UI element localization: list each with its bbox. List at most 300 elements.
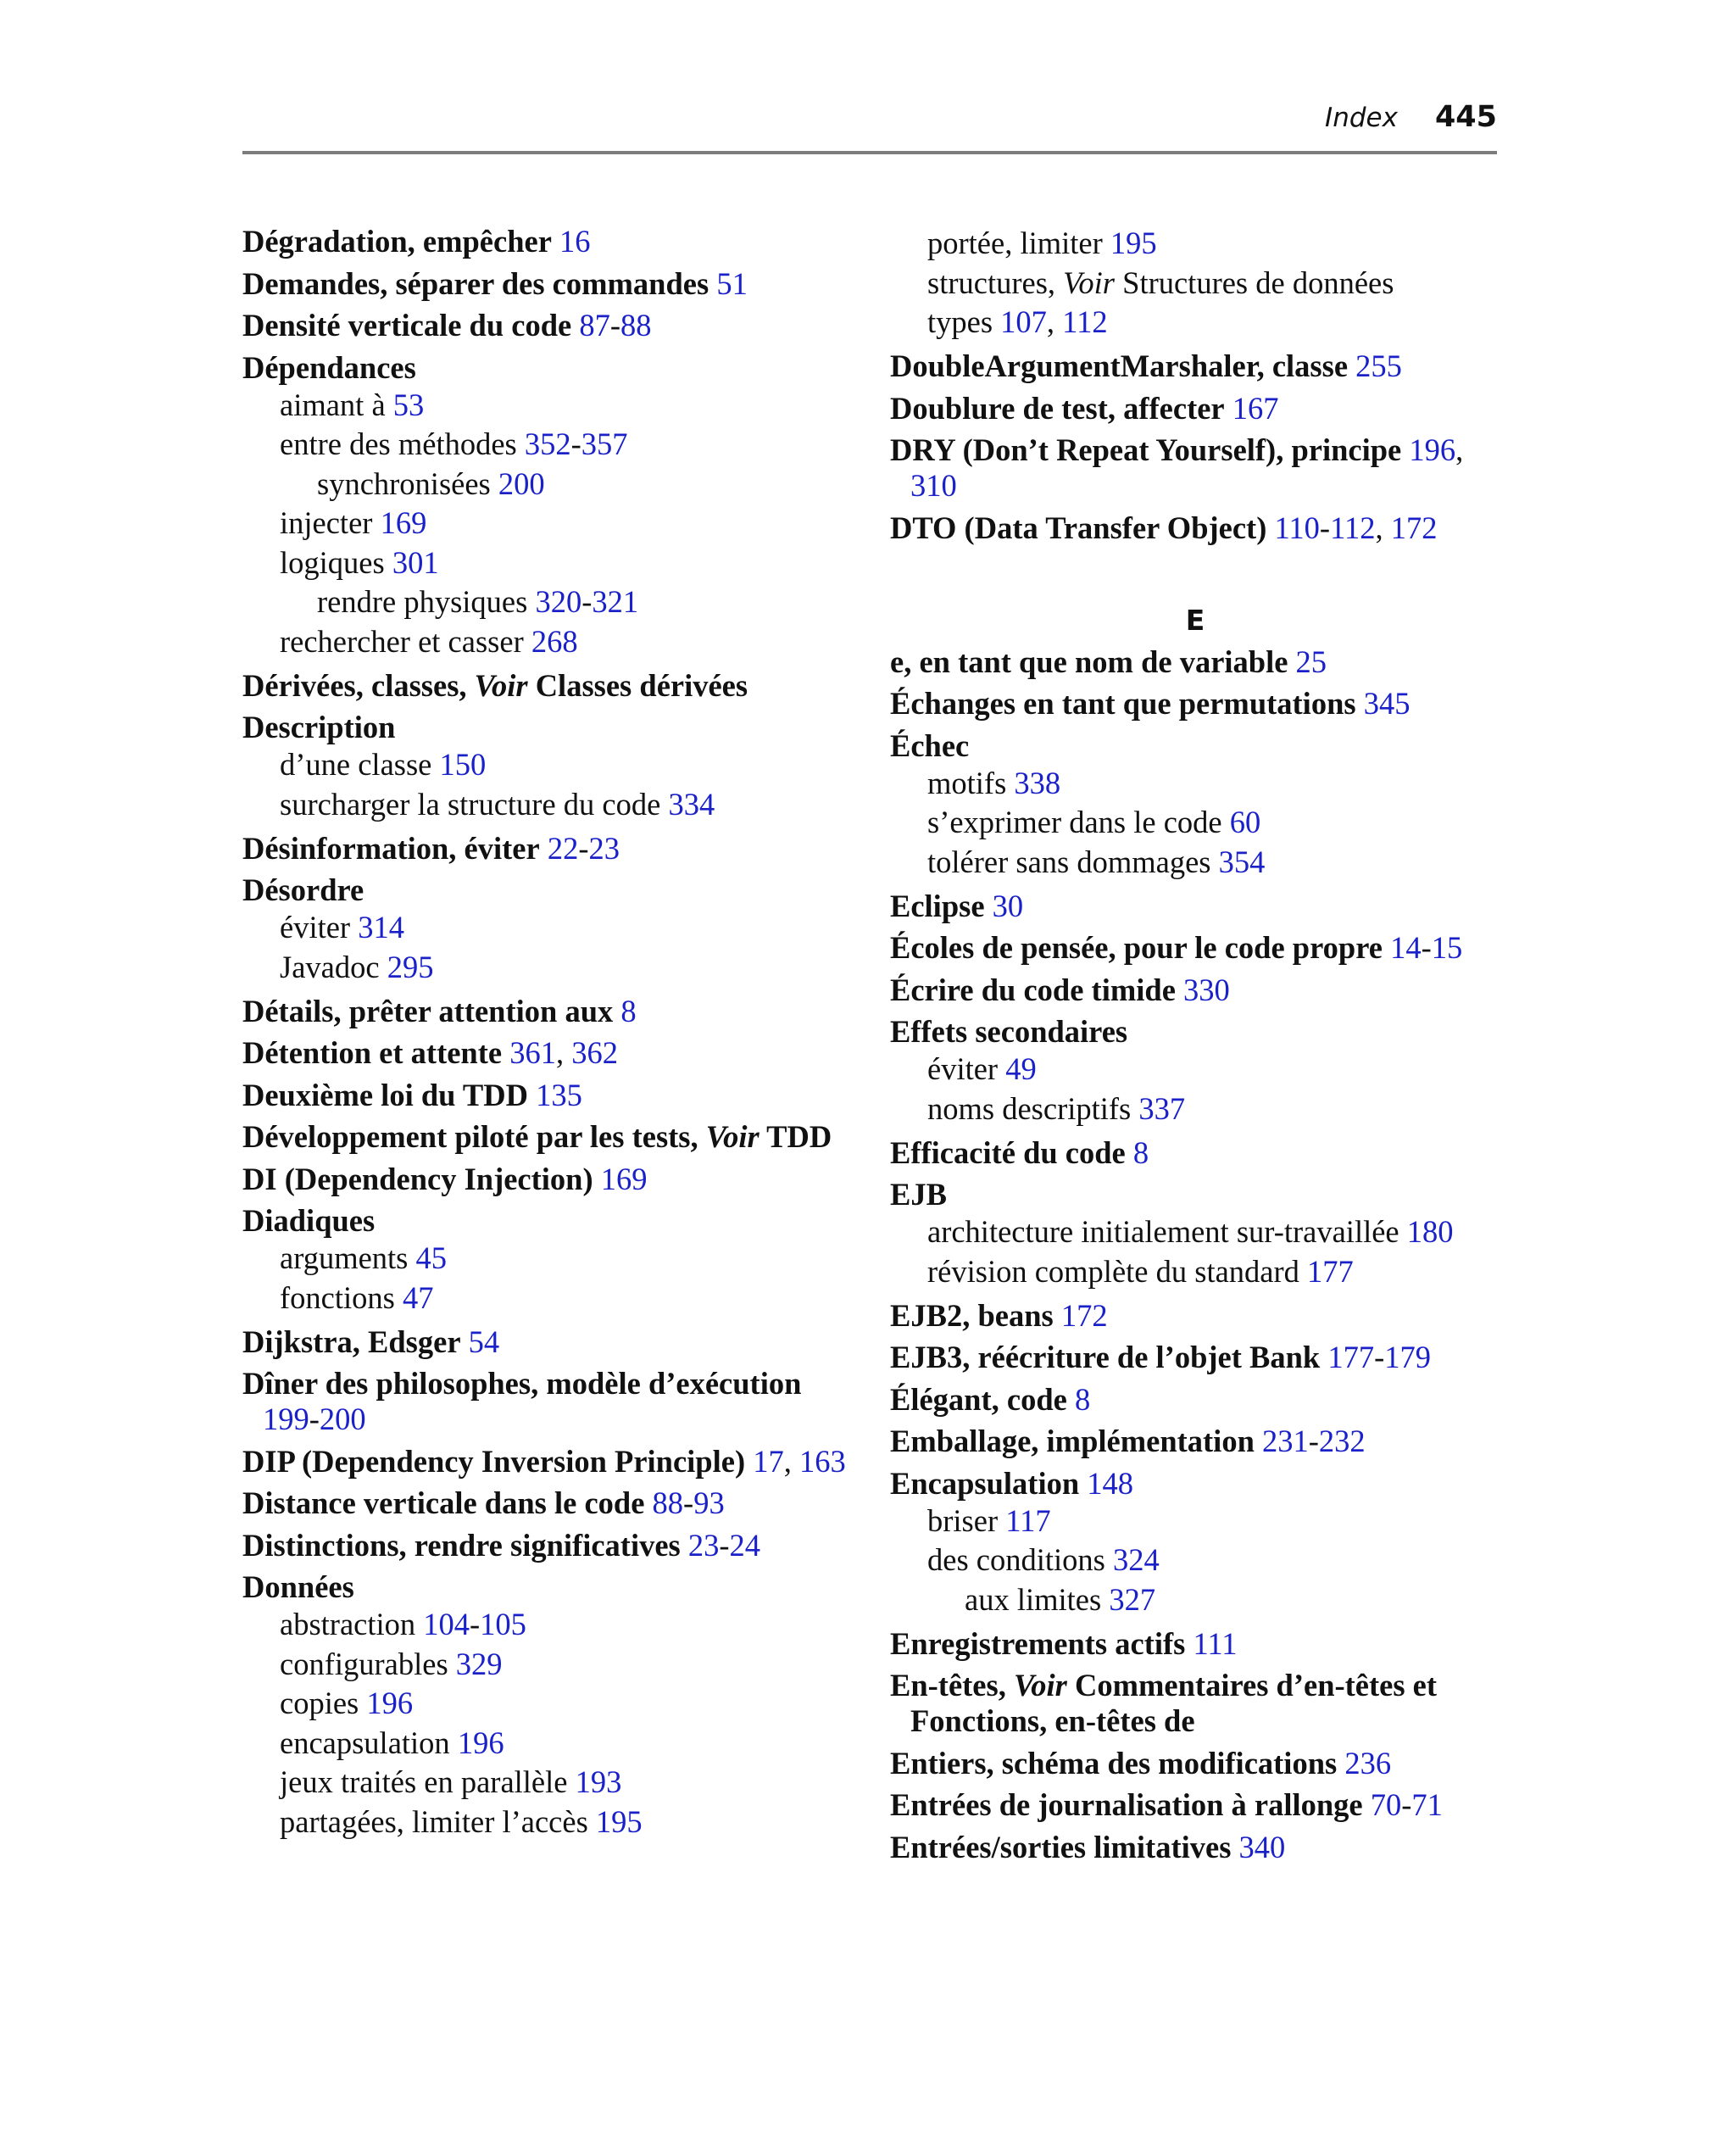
entry-term: Diadiques: [242, 1203, 376, 1238]
entry-term: Dépendances: [242, 349, 416, 385]
entry-term: Dégradation, empêcher: [242, 224, 552, 259]
index-entry: [242, 350, 853, 386]
page-link[interactable]: 148: [1087, 1465, 1134, 1501]
page-link[interactable]: 24: [729, 1527, 761, 1563]
page-refs: [1211, 844, 1266, 879]
page-refs: [1126, 1135, 1149, 1170]
page-refs: [524, 624, 578, 659]
page-separator: -: [1421, 930, 1432, 965]
page-link[interactable]: 135: [536, 1077, 582, 1112]
page-refs: [1067, 1382, 1090, 1417]
page-link[interactable]: 53: [392, 387, 425, 422]
page-refs: [386, 387, 425, 422]
page-link[interactable]: 112: [1062, 304, 1108, 339]
page-refs: [517, 426, 628, 461]
page-refs: [644, 1485, 724, 1520]
page-refs: [1054, 1298, 1108, 1333]
entry-term: Élégant, code: [890, 1381, 1067, 1417]
page-refs: [1348, 348, 1402, 383]
see-reference: Voir: [1063, 265, 1116, 300]
entry-term: rendre physiques: [317, 584, 528, 619]
page-link[interactable]: 200: [319, 1402, 366, 1436]
page-separator: ,: [555, 1035, 572, 1070]
entry-term: rechercher et casser: [280, 623, 524, 659]
page-link[interactable]: 51: [716, 265, 748, 301]
page-refs: [1225, 391, 1279, 426]
index-subentry: [242, 1684, 853, 1724]
index-subentry: [242, 504, 853, 543]
index-column-right: [890, 224, 1500, 1865]
index-subentry: [242, 1645, 853, 1685]
entry-term: Dérivées, classes,: [242, 667, 467, 703]
page-link[interactable]: 150: [439, 747, 487, 782]
index-subentry: [242, 1279, 853, 1318]
page-refs: [385, 545, 439, 580]
entry-term: Échec: [890, 727, 970, 763]
index-entry: [890, 728, 1500, 764]
index-entry: [890, 348, 1500, 384]
see-reference: Voir: [705, 1119, 760, 1154]
index-subentry: [242, 465, 853, 504]
entry-term: abstraction: [280, 1607, 416, 1641]
entry-term: DRY (Don’t Repeat Yourself), principe: [890, 432, 1402, 467]
entry-term: Description: [242, 710, 396, 744]
index-subentry: [890, 303, 1500, 343]
index-entry: [890, 972, 1500, 1008]
index-entry: [890, 1340, 1500, 1375]
page-refs: [1101, 1582, 1155, 1617]
page-refs: [540, 831, 620, 866]
index-subentry: [890, 1090, 1500, 1129]
page-refs: [1131, 1091, 1185, 1126]
entry-term: Développement piloté par les tests,: [242, 1119, 698, 1154]
entry-term: configurables: [280, 1646, 448, 1681]
page-link[interactable]: 8: [1132, 1134, 1149, 1170]
index-entry: [890, 510, 1500, 546]
entry-term: injecter: [280, 505, 373, 540]
page-link[interactable]: 255: [1355, 348, 1402, 383]
page-refs: [1399, 1214, 1454, 1249]
page-link[interactable]: 352: [524, 426, 571, 461]
index-entry: [242, 224, 853, 259]
page-link[interactable]: 169: [600, 1161, 648, 1196]
page-refs: [350, 910, 404, 945]
index-subentry: [890, 1541, 1500, 1580]
page-link[interactable]: 196: [457, 1725, 504, 1760]
entry-term: EJB2, beans: [890, 1297, 1054, 1333]
entry-term: surcharger la structure du code: [280, 786, 661, 822]
page-refs: [263, 1402, 366, 1436]
entry-term: Échanges en tant que permutations: [890, 686, 1356, 721]
page-refs: [450, 1725, 504, 1760]
entry-term: révision complète du standard: [927, 1253, 1299, 1289]
entry-term: EJB: [890, 1177, 947, 1212]
page-link[interactable]: 337: [1138, 1090, 1186, 1126]
page-link[interactable]: 329: [455, 1646, 503, 1681]
entry-term: logiques: [280, 544, 385, 580]
index-subentry: [242, 1724, 853, 1764]
index-entry: [890, 1382, 1500, 1418]
index-subentry: [890, 264, 1500, 304]
page-link[interactable]: 310: [910, 468, 957, 503]
index-subentry: [890, 1212, 1500, 1252]
page-link[interactable]: 45: [415, 1240, 448, 1275]
page-link[interactable]: 314: [358, 910, 404, 945]
page-link[interactable]: 163: [798, 1443, 846, 1479]
index-entry: [890, 1668, 1500, 1739]
entry-term: tolérer sans dommages: [927, 844, 1211, 879]
page-separator: ,: [1375, 510, 1391, 545]
page-link[interactable]: 231: [1262, 1424, 1309, 1458]
index-subentry: [890, 1252, 1500, 1292]
page-separator: -: [719, 1527, 730, 1563]
page-link[interactable]: 320: [535, 584, 582, 619]
index-subentry: [242, 745, 853, 785]
index-subentry: [242, 1239, 853, 1279]
page-link[interactable]: 180: [1406, 1214, 1454, 1249]
entry-term: Dijkstra, Edsger: [242, 1324, 461, 1359]
page-separator: -: [609, 308, 621, 343]
entry-term: Détention et attente: [242, 1035, 503, 1070]
entry-term: Entrées/sorties limitatives: [890, 1829, 1232, 1864]
page-refs: [1363, 1787, 1443, 1822]
page-refs: [1255, 1424, 1366, 1458]
page-link[interactable]: 345: [1363, 686, 1410, 721]
page-link[interactable]: 88: [620, 308, 652, 343]
see-reference: Voir: [474, 667, 528, 703]
page-link[interactable]: 200: [498, 465, 545, 501]
entry-term: Eclipse: [890, 888, 985, 923]
page-link[interactable]: 338: [1014, 765, 1061, 800]
see-target: Classes dérivées: [535, 667, 748, 703]
page-link[interactable]: 112: [1330, 510, 1376, 545]
page-link[interactable]: 361: [509, 1035, 556, 1070]
page-link[interactable]: 70: [1370, 1787, 1402, 1822]
page-link[interactable]: 47: [402, 1279, 434, 1315]
page-separator: -: [578, 830, 589, 866]
page-link[interactable]: 110: [1274, 510, 1320, 545]
index-subentry: [890, 803, 1500, 843]
index-subentry: [890, 1580, 1500, 1620]
page-link[interactable]: 8: [620, 993, 637, 1028]
page-separator: ,: [1046, 304, 1063, 339]
entry-term: éviter: [280, 910, 351, 945]
entry-term: aux limites: [965, 1581, 1102, 1617]
page-link[interactable]: 105: [480, 1607, 526, 1641]
entry-term: Encapsulation: [890, 1465, 1080, 1501]
page-refs: [985, 889, 1024, 923]
entry-term: noms descriptifs: [927, 1090, 1132, 1126]
page-link[interactable]: 334: [668, 786, 715, 822]
page-link[interactable]: 340: [1238, 1829, 1286, 1864]
page-link[interactable]: 60: [1229, 805, 1261, 839]
page-link[interactable]: 111: [1193, 1625, 1238, 1661]
index-entry: [242, 1569, 853, 1605]
entry-term: structures,: [927, 265, 1056, 300]
index-entry: [242, 994, 853, 1029]
page-refs: [461, 1324, 500, 1359]
page-refs: [527, 584, 638, 619]
letter-heading: E: [1185, 603, 1205, 637]
index-subentry: [242, 1803, 853, 1842]
entry-term: DI (Dependency Injection): [242, 1161, 593, 1196]
page-link[interactable]: 196: [1409, 432, 1456, 467]
index-subentry: [890, 1502, 1500, 1541]
see-target: Commentaires d’en-têtes et Fonctions, en-têtes de: [910, 1668, 1438, 1738]
page-link[interactable]: 357: [581, 426, 628, 461]
entry-term: Doublure de test, affecter: [890, 390, 1225, 426]
entry-term: Javadoc: [280, 949, 380, 984]
page-link[interactable]: 295: [387, 949, 434, 984]
index-subentry: [890, 843, 1500, 883]
entry-term: d’une classe: [280, 747, 432, 782]
page-refs: [567, 1764, 621, 1799]
page-separator: -: [1319, 510, 1331, 545]
entry-term: types: [927, 304, 993, 339]
page-link[interactable]: 15: [1431, 930, 1463, 965]
index-subentry: [890, 1050, 1500, 1090]
page-link[interactable]: 169: [380, 505, 427, 540]
page-refs: [681, 1528, 760, 1563]
page-separator: -: [1308, 1424, 1319, 1458]
page-refs: [660, 787, 715, 822]
page-refs: [993, 304, 1108, 339]
page-refs: [1176, 972, 1230, 1007]
page-link[interactable]: 195: [595, 1803, 643, 1839]
page-refs: [1231, 1830, 1285, 1864]
index-list-right-e: [890, 644, 1500, 1865]
entry-term: fonctions: [280, 1279, 395, 1315]
page-separator: ,: [1455, 432, 1464, 467]
page-link[interactable]: 54: [468, 1324, 500, 1359]
index-entry: [890, 686, 1500, 722]
index-entry: [242, 668, 853, 704]
page-refs: [1383, 930, 1462, 965]
page-link[interactable]: 330: [1183, 972, 1230, 1007]
page-separator: -: [570, 426, 581, 461]
index-subentry: [242, 908, 853, 948]
index-entry: [242, 1528, 853, 1563]
entry-term: synchronisées: [317, 465, 491, 501]
entry-term: En-têtes,: [890, 1668, 1006, 1703]
see-target: Structures de données: [1122, 265, 1394, 300]
page-separator: -: [1401, 1787, 1412, 1822]
page-link[interactable]: 104: [423, 1607, 470, 1641]
index-entry: [890, 1424, 1500, 1459]
index-entry: [242, 872, 853, 908]
index-entry: [890, 1177, 1500, 1212]
section-title: Index: [1325, 103, 1398, 133]
entry-term: DIP (Dependency Inversion Principle): [242, 1443, 746, 1479]
entry-term: Écrire du code timide: [890, 972, 1176, 1007]
page-link[interactable]: 22: [547, 830, 579, 866]
entry-term: e, en tant que nom de variable: [890, 644, 1288, 679]
page-link[interactable]: 172: [1060, 1297, 1108, 1333]
page-link[interactable]: 195: [1110, 226, 1157, 260]
page-refs: [491, 466, 545, 501]
entry-term: Écoles de pensée, pour le code propre: [890, 930, 1383, 965]
page-refs: [593, 1162, 648, 1196]
page-refs: [372, 505, 426, 540]
entry-term: Densité verticale du code: [242, 308, 572, 343]
entry-term: Désordre: [242, 872, 364, 907]
entry-term: partagées, limiter l’accès: [280, 1803, 588, 1839]
index-entry: [242, 1078, 853, 1113]
page-link[interactable]: 321: [592, 584, 639, 619]
index-entry: [890, 1746, 1500, 1781]
page-link[interactable]: 107: [1000, 304, 1047, 339]
index-column-left: [242, 224, 853, 1842]
index-entry: [890, 1830, 1500, 1865]
page-refs: [502, 1035, 618, 1070]
page-refs: [359, 1686, 413, 1720]
index-entry: [242, 1366, 853, 1437]
page-link[interactable]: 30: [992, 888, 1024, 923]
page-refs: [431, 747, 486, 782]
entry-term: Emballage, implémentation: [890, 1424, 1255, 1458]
page-refs: [1266, 510, 1437, 545]
entry-term: Distinctions, rendre significatives: [242, 1527, 681, 1563]
page-link[interactable]: 93: [693, 1485, 725, 1520]
page-link[interactable]: 324: [1112, 1542, 1160, 1577]
page-link[interactable]: 167: [1232, 390, 1279, 426]
page-refs: [1006, 766, 1060, 800]
page-refs: [408, 1240, 447, 1275]
page-link[interactable]: 25: [1295, 644, 1327, 679]
index-list-right-continued: [890, 224, 1500, 546]
page-refs: [1356, 686, 1410, 721]
page-refs: [613, 994, 636, 1028]
entry-term: arguments: [280, 1240, 409, 1275]
entry-term: briser: [927, 1502, 999, 1538]
page-link[interactable]: 177: [1327, 1340, 1375, 1374]
page-refs: [571, 308, 651, 343]
page-link[interactable]: 23: [687, 1527, 720, 1563]
index-entry: [242, 831, 853, 867]
page-separator: ,: [783, 1443, 799, 1479]
index-entry: [242, 266, 853, 302]
page-separator: -: [1374, 1340, 1385, 1374]
page-refs: [1079, 1466, 1133, 1501]
page-link[interactable]: 268: [531, 623, 578, 659]
index-entry: [242, 1485, 853, 1521]
entry-term: Deuxième loi du TDD: [242, 1077, 528, 1112]
page-refs: [395, 1280, 434, 1315]
entry-term: Effets secondaires: [890, 1014, 1128, 1049]
page-link[interactable]: 14: [1390, 930, 1422, 965]
index-entry: [890, 1135, 1500, 1171]
entry-term: Désinformation, éviter: [242, 830, 540, 866]
page-link[interactable]: 236: [1344, 1745, 1392, 1781]
page-number: 445: [1434, 100, 1497, 134]
index-subentry: [242, 425, 853, 465]
index-subentry: [242, 948, 853, 988]
index-entry: [890, 889, 1500, 924]
page-link[interactable]: 88: [652, 1485, 684, 1520]
page-link[interactable]: 354: [1218, 844, 1266, 879]
entry-term: encapsulation: [280, 1725, 450, 1760]
entry-term: portée, limiter: [927, 226, 1103, 260]
page-link[interactable]: 193: [575, 1764, 622, 1799]
page-link[interactable]: 117: [1005, 1502, 1051, 1538]
page-refs: [745, 1444, 846, 1479]
page-link[interactable]: 232: [1318, 1424, 1366, 1458]
see-reference: Voir: [1013, 1668, 1067, 1703]
page-separator: -: [309, 1402, 320, 1436]
page-link[interactable]: 196: [366, 1686, 414, 1720]
page-refs: [415, 1607, 526, 1641]
entry-term: DTO (Data Transfer Object): [890, 510, 1267, 545]
page-separator: -: [581, 584, 593, 619]
page-separator: -: [683, 1485, 694, 1520]
page-link[interactable]: 23: [588, 830, 620, 866]
entry-term: DoubleArgumentMarshaler, classe: [890, 348, 1349, 383]
index-subentry: [890, 764, 1500, 804]
index-entry: [890, 644, 1500, 680]
index-entry: [890, 1298, 1500, 1334]
page-refs: [1299, 1254, 1354, 1289]
page-link[interactable]: 179: [1384, 1340, 1431, 1374]
page-link[interactable]: 8: [1074, 1381, 1091, 1417]
index-entry: [242, 1203, 853, 1239]
page-refs: [998, 1051, 1037, 1086]
index-entry: [242, 1119, 853, 1155]
page-refs: [1337, 1746, 1391, 1781]
entry-term: jeux traités en parallèle: [280, 1764, 568, 1799]
page-refs: [588, 1804, 643, 1839]
index-subentry: [242, 543, 853, 583]
page-link[interactable]: 49: [1005, 1051, 1037, 1086]
page-link[interactable]: 301: [392, 544, 439, 580]
index-subentry: [242, 622, 853, 662]
page-link[interactable]: 177: [1307, 1253, 1354, 1289]
entry-term: Dîner des philosophes, modèle d’exécution: [242, 1366, 802, 1401]
entry-term: Détails, prêter attention aux: [242, 993, 614, 1028]
page-refs: [552, 224, 591, 259]
page-link[interactable]: 16: [559, 224, 591, 259]
entry-term: s’exprimer dans le code: [927, 805, 1222, 839]
entry-term: Enregistrements actifs: [890, 1625, 1186, 1661]
entry-term: Demandes, séparer des commandes: [242, 265, 709, 301]
page-refs: [1105, 1542, 1160, 1577]
index-entry: [242, 1324, 853, 1360]
page-link[interactable]: 172: [1390, 510, 1438, 545]
index-entry: [242, 710, 853, 745]
page-link[interactable]: 362: [571, 1035, 618, 1070]
page-link[interactable]: 17: [753, 1443, 784, 1479]
index-list-left: [242, 224, 853, 1842]
index-entry: [242, 1035, 853, 1071]
page-refs: [448, 1647, 503, 1681]
entry-term: aimant à: [280, 387, 386, 422]
page-link[interactable]: 327: [1109, 1581, 1156, 1617]
entry-term: Données: [242, 1569, 354, 1604]
page-separator: -: [470, 1607, 481, 1641]
index-subentry: [242, 1763, 853, 1803]
header-rule: [242, 151, 1497, 154]
index-entry: [890, 432, 1500, 504]
entry-term: Distance verticale dans le code: [242, 1485, 645, 1520]
page-refs: [1222, 805, 1261, 839]
index-entry: [242, 1162, 853, 1197]
page-link[interactable]: 71: [1411, 1787, 1443, 1822]
page-link[interactable]: 199: [263, 1402, 309, 1436]
page-refs: [709, 266, 748, 301]
page-link[interactable]: 87: [579, 308, 610, 343]
index-subentry: [242, 1605, 853, 1645]
index-entry: [890, 1466, 1500, 1502]
page-refs: [1320, 1340, 1431, 1374]
